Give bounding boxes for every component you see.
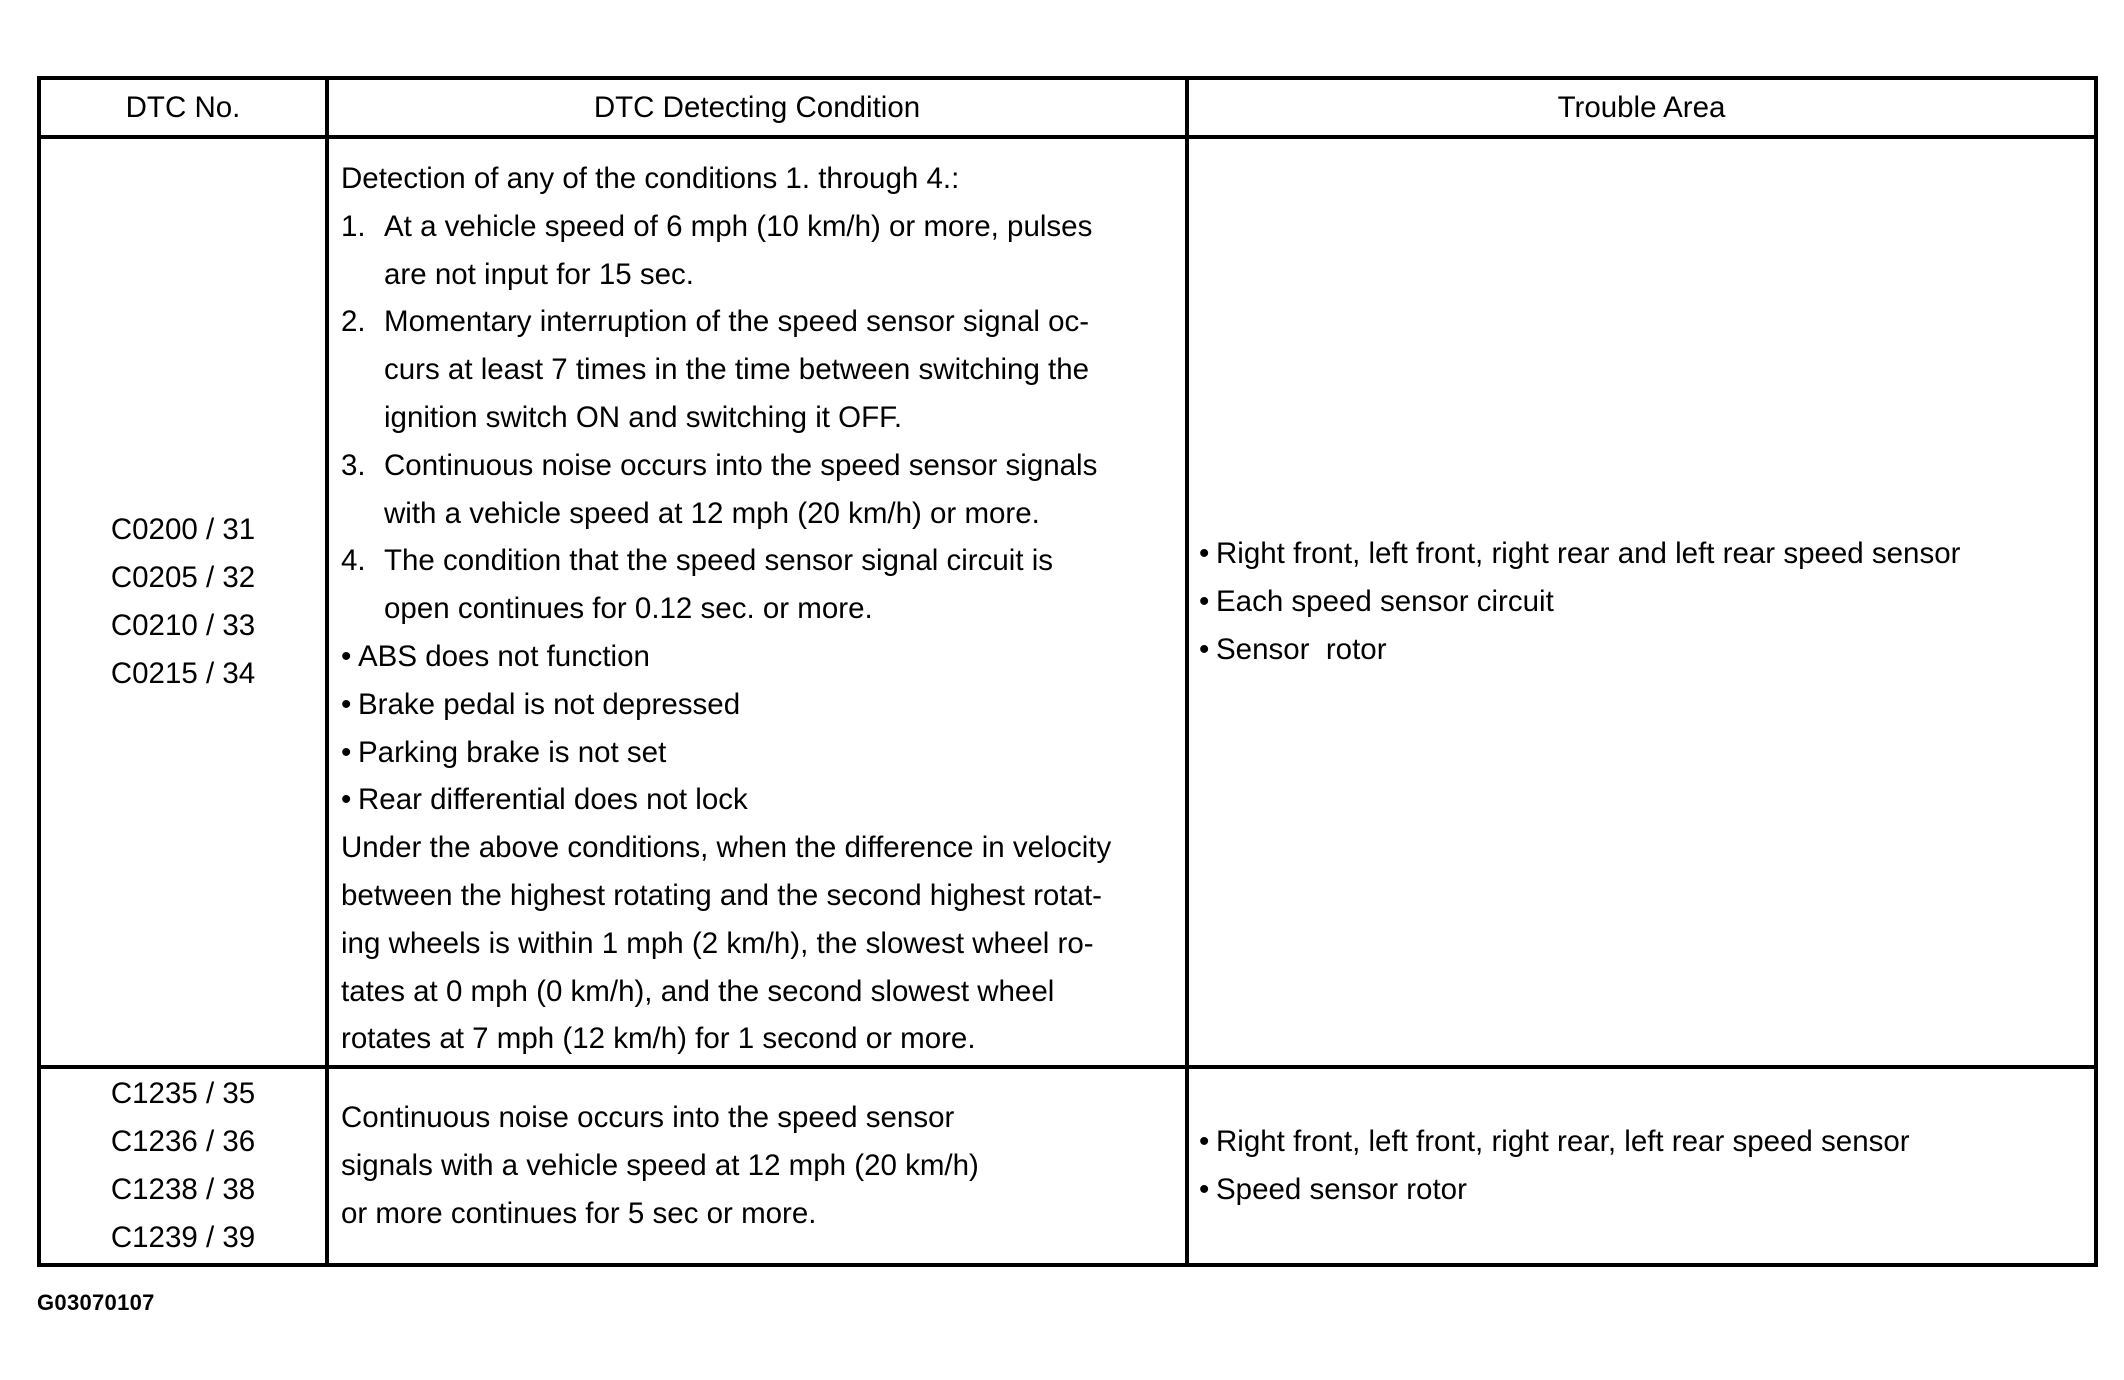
trouble-area-cell: [1187, 137, 2096, 1067]
bullet-icon: •: [1199, 585, 1210, 619]
dtc-code: C0205 / 32: [110, 561, 256, 595]
condition-bullet: [341, 633, 1179, 681]
bullet-icon: •: [1199, 633, 1210, 667]
condition-text: Continuous noise occurs into the speed sensor signals: [384, 448, 1098, 482]
dtc-table: [37, 76, 2098, 1267]
condition-text: or more continues for 5 sec or more.: [341, 1197, 817, 1231]
condition-text: curs at least 7 times in the time between switching the: [384, 353, 1090, 387]
figure-id: G03070107: [37, 1290, 155, 1315]
condition-outro: Under the above conditions, when the difference in velocity: [341, 831, 1112, 865]
trouble-area-text: Sensor rotor: [1216, 633, 1387, 667]
bullet-text: ABS does not function: [358, 639, 650, 673]
dtc-code: C1239 / 39: [110, 1221, 256, 1255]
dtc-code: C0210 / 33: [110, 609, 256, 643]
trouble-area-text: Right front, left front, right rear, left rear speed sensor: [1216, 1125, 1910, 1159]
condition-text: open continues for 0.12 sec. or more.: [384, 592, 873, 626]
condition-item-3: [341, 442, 1179, 538]
bullet-icon: •: [341, 783, 352, 817]
bullet-icon: •: [341, 735, 352, 769]
condition-text: with a vehicle speed at 12 mph (20 km/h) or more.: [384, 496, 1040, 530]
dtc-code: C1236 / 36: [110, 1125, 256, 1159]
trouble-area-text: Right front, left front, right rear and left rear speed sensor: [1216, 537, 1961, 571]
dtc-code: C1235 / 35: [110, 1077, 256, 1111]
dtc-code: C0200 / 31: [110, 513, 256, 547]
header-row: [39, 78, 2096, 137]
condition-text: Continuous noise occurs into the speed sensor: [341, 1101, 955, 1135]
trouble-area-text: Each speed sensor circuit: [1216, 585, 1554, 619]
bullet-icon: •: [341, 639, 352, 673]
condition-outro: between the highest rotating and the second highest rotat-: [341, 878, 1102, 912]
condition-outro: ing wheels is within 1 mph (2 km/h), the slowest wheel ro-: [341, 926, 1094, 960]
dtc-codes-cell: [39, 137, 327, 1067]
bullet-icon: •: [341, 687, 352, 721]
condition-bullet: [341, 776, 1179, 824]
condition-item-1: [341, 203, 1179, 299]
condition-number: 1.: [341, 209, 366, 243]
bullet-icon: •: [1199, 537, 1210, 571]
trouble-area-item: [1199, 1118, 2090, 1166]
detecting-condition-cell: [327, 1067, 1187, 1265]
trouble-area-cell: [1187, 1067, 2096, 1265]
condition-bullet: [341, 681, 1179, 729]
dtc-code: C0215 / 34: [110, 657, 256, 691]
dtc-codes-cell: [39, 1067, 327, 1265]
trouble-area-item: [1199, 530, 2090, 578]
condition-intro: Detection of any of the conditions 1. through 4.:: [341, 162, 960, 195]
condition-text: ignition switch ON and switching it OFF.: [384, 400, 903, 434]
header-detecting-condition: DTC Detecting Condition: [327, 78, 1187, 137]
header-dtc-no: DTC No.: [39, 78, 327, 137]
bullet-icon: •: [1199, 1125, 1210, 1159]
header-trouble-area: Trouble Area: [1187, 78, 2096, 137]
condition-text: At a vehicle speed of 6 mph (10 km/h) or more, pulses: [384, 209, 1093, 243]
bullet-icon: •: [1199, 1173, 1210, 1207]
trouble-area-text: Speed sensor rotor: [1216, 1173, 1467, 1207]
detecting-condition-cell: [327, 137, 1187, 1067]
table-row: [39, 1067, 2096, 1265]
bullet-text: Brake pedal is not depressed: [358, 687, 741, 721]
condition-number: 3.: [341, 448, 366, 482]
condition-number: 4.: [341, 544, 366, 578]
condition-text: signals with a vehicle speed at 12 mph (20 km/h): [341, 1149, 979, 1183]
condition-item-2: [341, 298, 1179, 441]
condition-text: Momentary interruption of the speed sensor signal oc-: [384, 305, 1090, 339]
table-row: [39, 137, 2096, 1067]
trouble-area-item: [1199, 626, 2090, 674]
dtc-code: C1238 / 38: [110, 1173, 256, 1207]
bullet-text: Parking brake is not set: [358, 735, 667, 769]
condition-outro: rotates at 7 mph (12 km/h) for 1 second or more.: [341, 1022, 976, 1056]
condition-text: are not input for 15 sec.: [384, 257, 694, 291]
condition-number: 2.: [341, 305, 366, 339]
condition-bullet: [341, 729, 1179, 777]
condition-text: The condition that the speed sensor signal circuit is: [384, 544, 1054, 578]
condition-outro: tates at 0 mph (0 km/h), and the second slowest wheel: [341, 974, 1055, 1008]
bullet-text: Rear differential does not lock: [358, 783, 748, 817]
condition-item-4: [341, 537, 1179, 633]
trouble-area-item: [1199, 1166, 2090, 1214]
trouble-area-item: [1199, 578, 2090, 626]
